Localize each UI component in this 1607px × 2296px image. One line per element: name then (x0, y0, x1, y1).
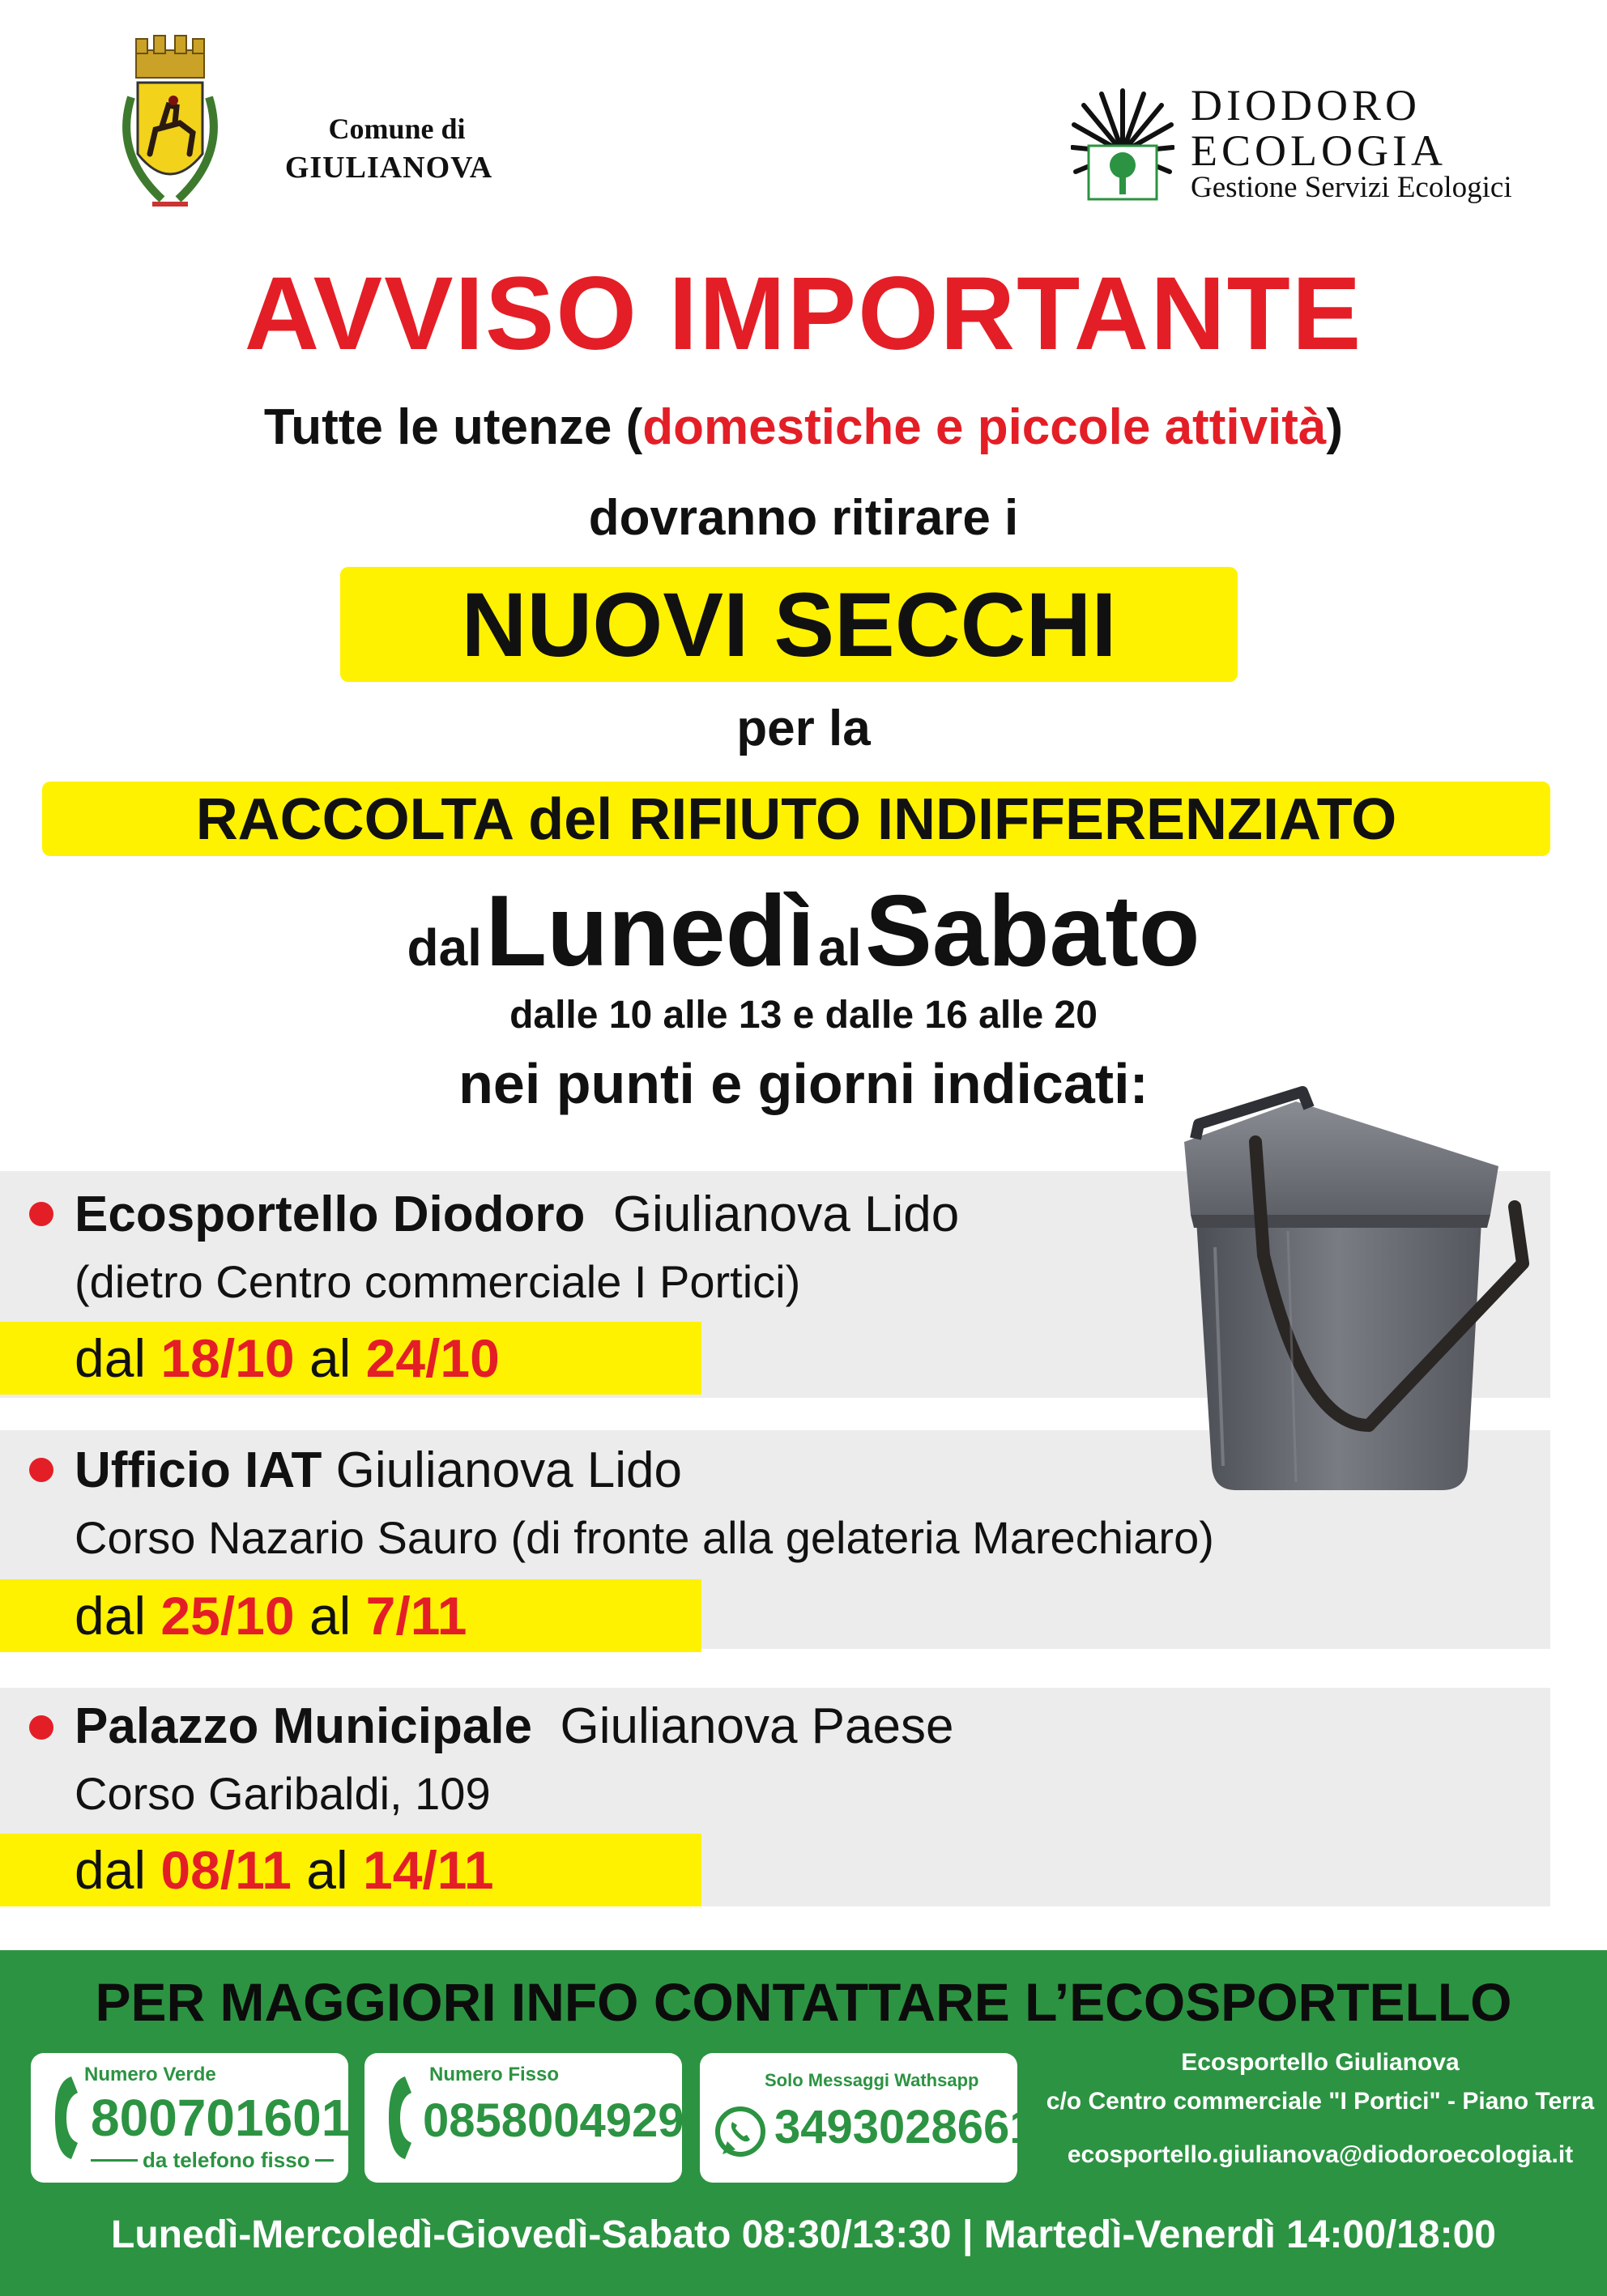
office-hours: Lunedì-Mercoledì-Giovedì-Sabato 08:30/13:30 | Martedì-Venerdì 14:00/18:00 (111, 2213, 1496, 2256)
landline-number[interactable]: 0858004929 (423, 2094, 684, 2147)
days-to: Sabato (865, 875, 1200, 987)
notice-line2: dovranno ritirare i (588, 490, 1019, 546)
location-dates (75, 1579, 467, 1652)
location-name: Ufficio IAT (75, 1442, 322, 1498)
date-al: al (309, 1586, 352, 1646)
location-area: Giulianova Lido (335, 1442, 683, 1498)
date-to: 24/10 (365, 1328, 500, 1388)
date-al: al (309, 1328, 352, 1388)
notice-line1-highlight: domestiche e piccole attività (642, 399, 1327, 455)
location-name: Palazzo Municipale (75, 1698, 533, 1754)
days-dal: dal (407, 918, 482, 977)
date-dal: dal (75, 1840, 147, 1900)
location-title (75, 1440, 682, 1502)
whatsapp-icon (713, 2104, 768, 2163)
bullet-icon (29, 1458, 53, 1482)
date-to: 7/11 (365, 1586, 467, 1646)
phone-icon (384, 2073, 416, 2166)
points-intro: nei punti e giorni indicati: (458, 1052, 1149, 1115)
toll-free-label: Numero Verde (84, 2064, 216, 2085)
location-area: Giulianova Paese (560, 1698, 954, 1754)
days-al: al (818, 918, 862, 977)
date-from: 25/10 (160, 1586, 295, 1646)
notice-line1-start: Tutte le utenze ( (263, 399, 643, 455)
location-title (75, 1696, 953, 1757)
phone-icon (50, 2073, 83, 2166)
landline-label: Numero Fisso (429, 2064, 560, 2085)
date-dal: dal (75, 1328, 147, 1388)
location-address: (dietro Centro commerciale I Portici) (75, 1256, 801, 1307)
date-al: al (306, 1840, 348, 1900)
diodoro-sunburst-logo (1071, 87, 1174, 201)
opening-hours: dalle 10 alle 13 e dalle 16 alle 20 (509, 994, 1098, 1037)
giulianova-crest-logo (105, 32, 235, 235)
comune-name: GIULIANOVA (284, 151, 493, 185)
comune-label: Comune di (328, 113, 466, 145)
date-from: 08/11 (160, 1840, 292, 1900)
location-name: Ecosportello Diodoro (75, 1186, 586, 1242)
office-email[interactable]: ecosportello.giulianova@diodoroecologia.it (1067, 2141, 1574, 2168)
new-bins-heading: NUOVI SECCHI (461, 574, 1117, 675)
location-title (75, 1184, 959, 1246)
whatsapp-label: Solo Messaggi Wathsapp (765, 2070, 979, 2090)
location-dates (75, 1834, 494, 1906)
location-dates (75, 1322, 500, 1395)
footer-title: PER MAGGIORI INFO CONTATTARE L’ECOSPORTELLO (95, 1972, 1512, 2032)
notice-line3: per la (736, 701, 871, 756)
date-dal: dal (75, 1586, 147, 1646)
notice-line1 (0, 395, 1607, 460)
location-area: Giulianova Lido (612, 1186, 960, 1242)
location-address: Corso Nazario Sauro (di fronte alla gelateria Marechiaro) (75, 1512, 1214, 1563)
office-address: c/o Centro commerciale "I Portici" - Piano Terra (1046, 2088, 1595, 2115)
office-name: Ecosportello Giulianova (1181, 2049, 1460, 2076)
bullet-icon (29, 1715, 53, 1740)
date-from: 18/10 (160, 1328, 295, 1388)
company-tagline: Gestione Servizi Ecologici (1191, 171, 1512, 204)
location-address: Corso Garibaldi, 109 (75, 1768, 491, 1819)
company-name-line2: ECOLOGIA (1191, 126, 1447, 175)
date-to: 14/11 (363, 1840, 494, 1900)
notice-title: AVVISO IMPORTANTE (244, 256, 1363, 372)
bullet-icon (29, 1202, 53, 1226)
company-name-line1: DIODORO (1191, 81, 1421, 130)
toll-free-note: da telefono fisso (138, 2148, 315, 2173)
whatsapp-number[interactable]: 3493028661 (774, 2101, 1036, 2153)
toll-free-number[interactable]: 800701601 (91, 2089, 351, 2147)
waste-bin-image (1166, 1085, 1555, 1506)
notice-line1-end: ) (1326, 399, 1344, 455)
days-from: Lunedì (485, 875, 815, 987)
collection-heading: RACCOLTA del RIFIUTO INDIFFERENZIATO (195, 787, 1397, 852)
